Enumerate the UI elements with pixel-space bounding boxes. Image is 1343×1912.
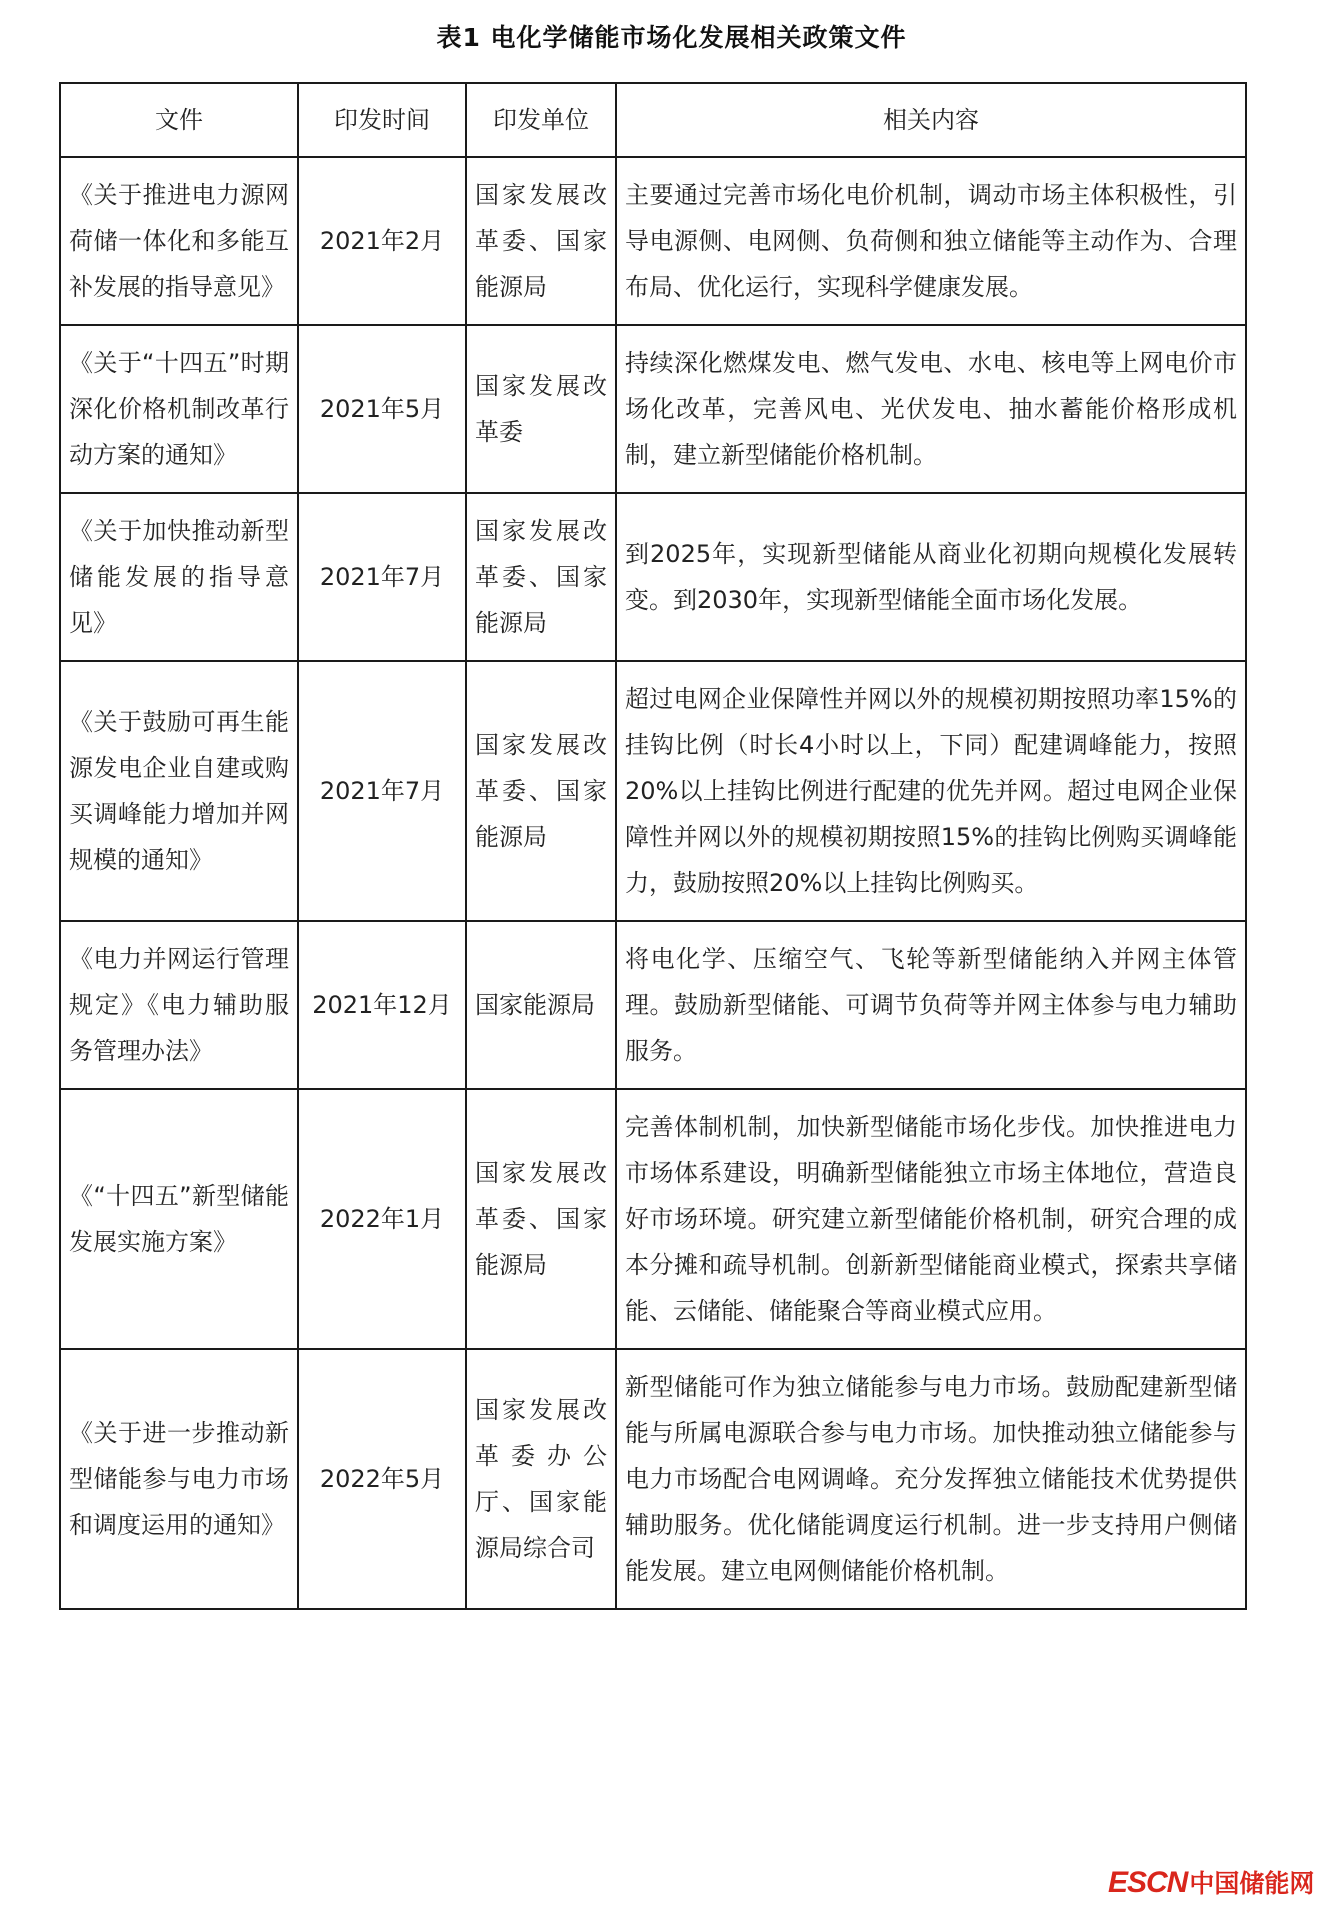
content-cell: 将电化学、压缩空气、飞轮等新型储能纳入并网主体管理。鼓励新型储能、可调节负荷等并网主体参与电力辅助服务。 [616,921,1246,1089]
content-cell: 超过电网企业保障性并网以外的规模初期按照功率15%的挂钩比例（时长4小时以上，下同）配建调峰能力，按照20%以上挂钩比例进行配建的优先并网。超过电网企业保障性并网以外的规模初期按照15%的挂钩比例购买调峰能力，鼓励按照20%以上挂钩比例购买。 [616,661,1246,921]
table-row [60,157,1246,325]
org-cell: 国家发展改革委、国家能源局 [466,157,616,325]
logo-text-cn: 中国储能网 [1189,1870,1315,1898]
doc-cell: 《电力并网运行管理规定》《电力辅助服务管理办法》 [60,921,298,1089]
org-cell: 国家发展改革委、国家能源局 [466,493,616,661]
doc-cell: 《关于加快推动新型储能发展的指导意见》 [60,493,298,661]
org-cell: 国家发展改革委 [466,325,616,493]
content-cell: 完善体制机制，加快新型储能市场化步伐。加快推进电力市场体系建设，明确新型储能独立市场主体地位，营造良好市场环境。研究建立新型储能价格机制，研究合理的成本分摊和疏导机制。创新新型储能商业模式，探索共享储能、云储能、储能聚合等商业模式应用。 [616,1089,1246,1349]
policy-table [59,82,1247,1610]
doc-cell: 《关于进一步推动新型储能参与电力市场和调度运用的通知》 [60,1349,298,1609]
org-cell: 国家发展改革委、国家能源局 [466,661,616,921]
table-row [60,1089,1246,1349]
table-row [60,493,1246,661]
date-cell: 2022年5月 [298,1349,466,1609]
date-cell: 2021年7月 [298,661,466,921]
doc-cell: 《关于鼓励可再生能源发电企业自建或购买调峰能力增加并网规模的通知》 [60,661,298,921]
content-cell: 持续深化燃煤发电、燃气发电、水电、核电等上网电价市场化改革，完善风电、光伏发电、抽水蓄能价格形成机制，建立新型储能价格机制。 [616,325,1246,493]
logo-text-en: ESCN [1108,1866,1188,1899]
table-row [60,921,1246,1089]
table-row [60,325,1246,493]
date-cell: 2021年2月 [298,157,466,325]
doc-cell: 《关于推进电力源网荷储一体化和多能互补发展的指导意见》 [60,157,298,325]
escn-logo [1108,1864,1314,1900]
table-row [60,661,1246,921]
content-cell: 到2025年，实现新型储能从商业化初期向规模化发展转变。到2030年，实现新型储能全面市场化发展。 [616,493,1246,661]
table-row [60,1349,1246,1609]
header-org: 印发单位 [466,83,616,157]
header-date: 印发时间 [298,83,466,157]
date-cell: 2021年5月 [298,325,466,493]
date-cell: 2021年7月 [298,493,466,661]
header-content: 相关内容 [616,83,1246,157]
content-cell: 新型储能可作为独立储能参与电力市场。鼓励配建新型储能与所属电源联合参与电力市场。加快推动独立储能参与电力市场配合电网调峰。充分发挥独立储能技术优势提供辅助服务。优化储能调度运行机制。进一步支持用户侧储能发展。建立电网侧储能价格机制。 [616,1349,1246,1609]
content-cell: 主要通过完善市场化电价机制，调动市场主体积极性，引导电源侧、电网侧、负荷侧和独立储能等主动作为、合理布局、优化运行，实现科学健康发展。 [616,157,1246,325]
table-header-row [60,83,1246,157]
org-cell: 国家发展改革委办公厅、国家能源局综合司 [466,1349,616,1609]
date-cell: 2022年1月 [298,1089,466,1349]
table-title: 表1 电化学储能市场化发展相关政策文件 [436,23,907,52]
date-cell: 2021年12月 [298,921,466,1089]
doc-cell: 《关于“十四五”时期深化价格机制改革行动方案的通知》 [60,325,298,493]
org-cell: 国家能源局 [466,921,616,1089]
header-doc: 文件 [60,83,298,157]
doc-cell: 《“十四五”新型储能发展实施方案》 [60,1089,298,1349]
org-cell: 国家发展改革委、国家能源局 [466,1089,616,1349]
